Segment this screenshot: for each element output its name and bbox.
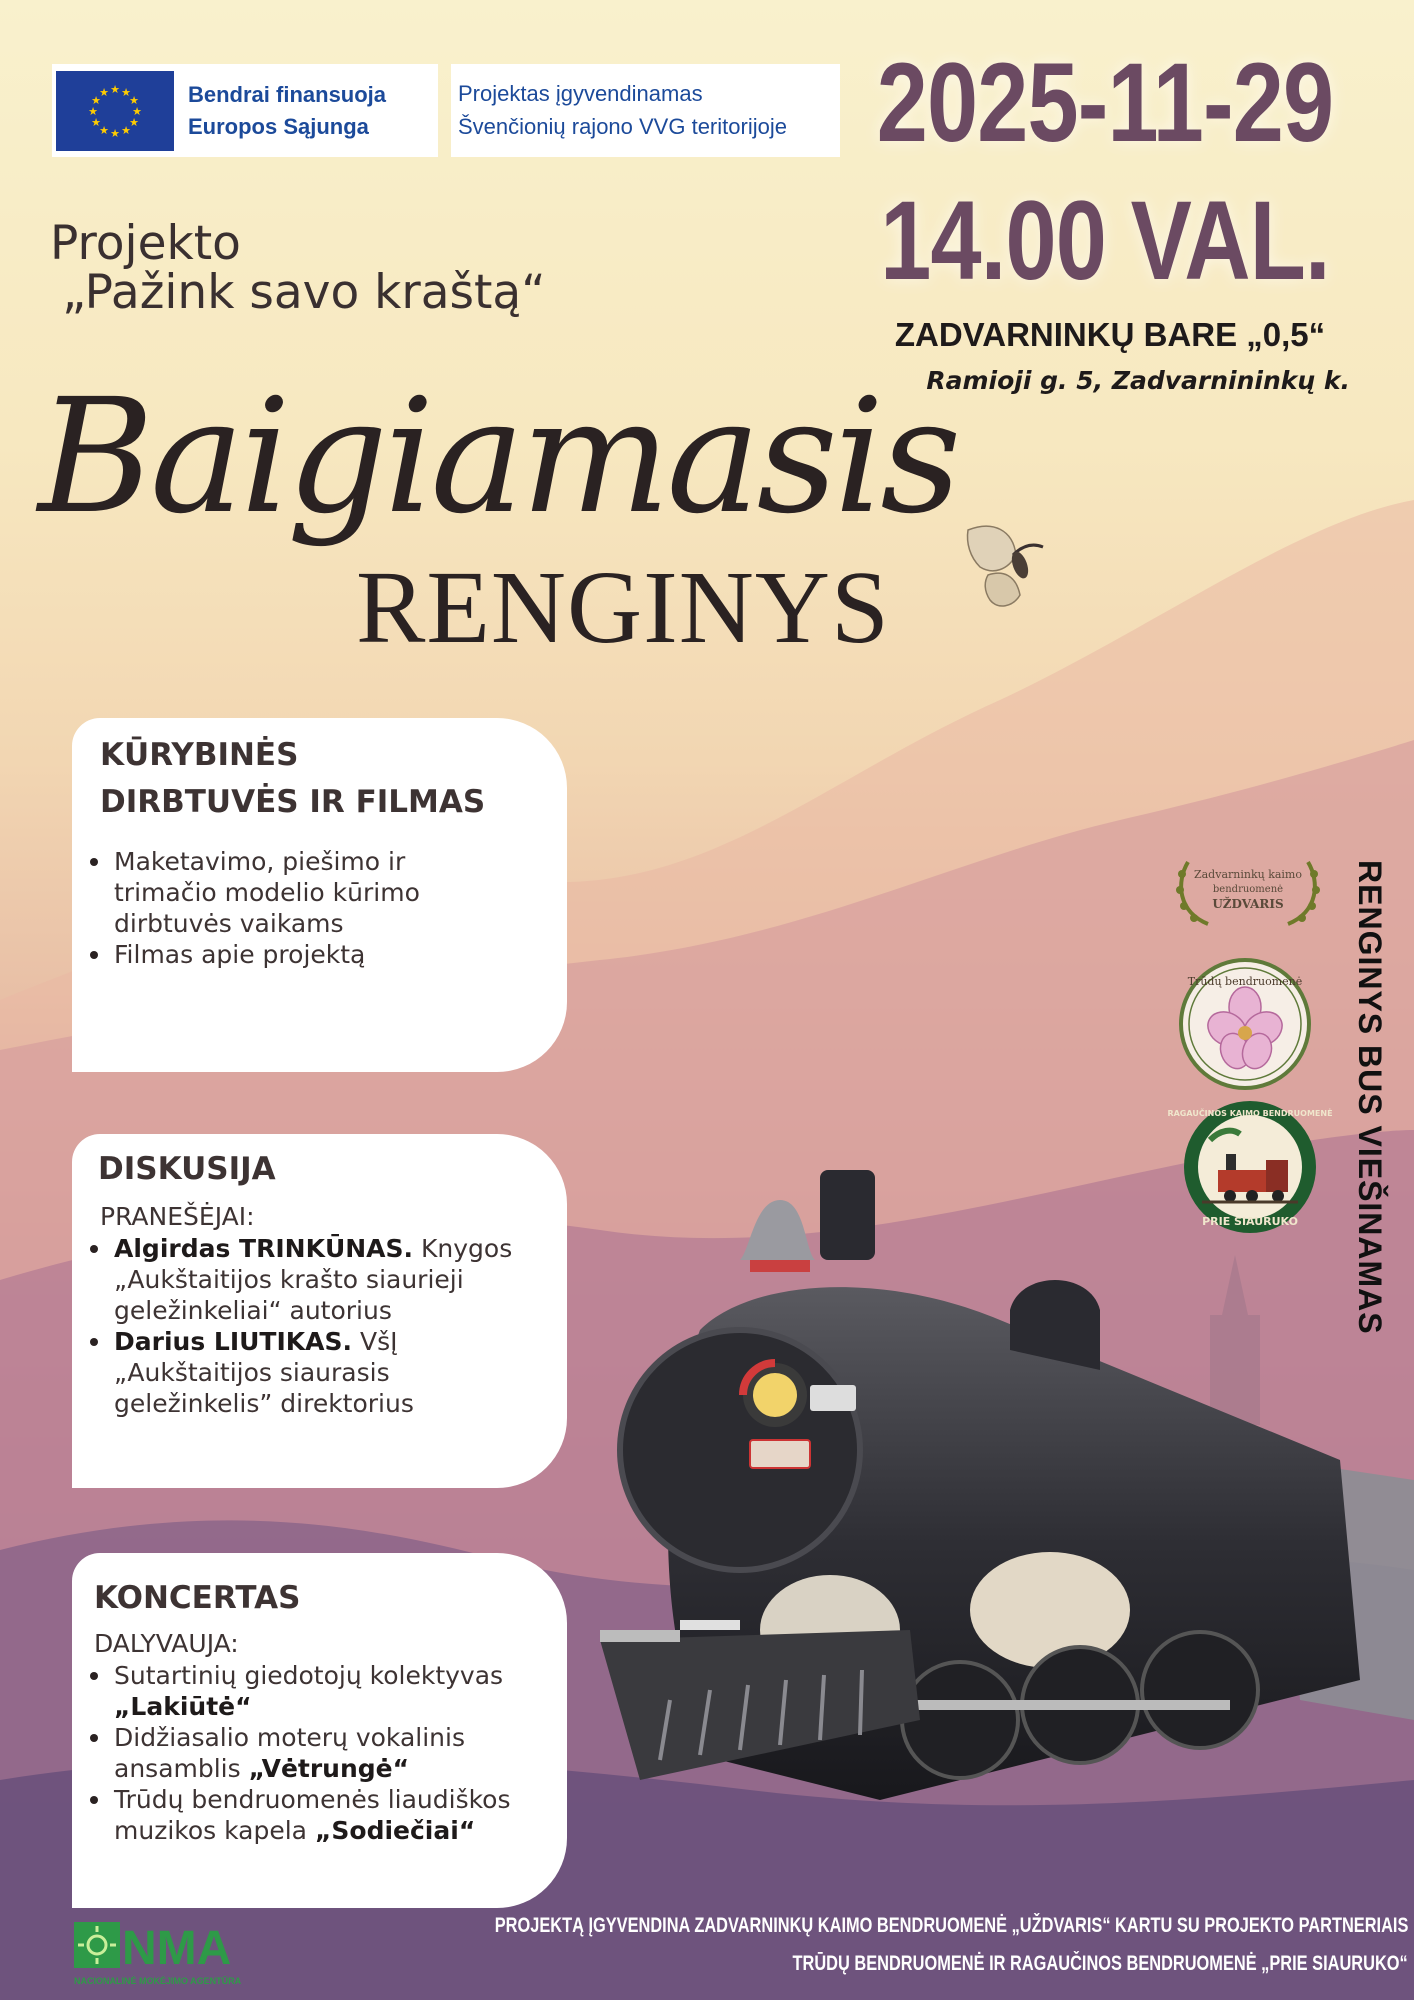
- footer-line2: TRŪDŲ BENDRUOMENĖ IR RAGAUČINOS BENDRUOMENĖ „PRIE SIAURUKO“: [792, 1952, 1408, 1975]
- concert-card: [72, 1553, 567, 1908]
- footer-line1: PROJEKTĄ ĮGYVENDINA ZADVARNINKŲ KAIMO BENDRUOMENĖ „UŽDVARIS“ KARTU SU PROJEKTO PARTNERIAIS: [494, 1914, 1408, 1937]
- eu-line2: Europos Sąjunga: [188, 113, 369, 139]
- ragaucina-community-logo: [1167, 1098, 1333, 1236]
- trudu-name: Trūdų bendruomenė: [1187, 975, 1303, 988]
- project-name: „Pažink savo kraštą“: [62, 265, 546, 320]
- speaker-desc: Knygos „Aukštaitijos krašto siaurieji geležinkeliai“ autorius: [114, 1234, 513, 1325]
- speaker-name: Darius LIUTIKAS.: [114, 1327, 353, 1356]
- svg-text:★: ★: [91, 93, 101, 107]
- speaker-item: [114, 1326, 517, 1419]
- performer-list: [72, 1660, 567, 1846]
- performer-text: Didžiasalio moterų vokalinis ansamblis: [114, 1723, 465, 1783]
- vvg-territory-logo: [451, 64, 840, 157]
- steam-locomotive-illustration: [580, 1160, 1414, 1900]
- workshop-item: Filmas apie projektą: [114, 939, 497, 970]
- venue-address: Ramioji g. 5, Zadvarnininkų k.: [926, 366, 1350, 395]
- uzdvaris-community-logo: [1168, 852, 1328, 934]
- discussion-subtitle: PRANEŠĖJAI:: [100, 1202, 255, 1231]
- workshop-card: [72, 718, 567, 1072]
- concert-subtitle: DALYVAUJA:: [94, 1629, 239, 1658]
- workshop-title-line2: DIRBTUVĖS IR FILMAS: [100, 784, 486, 820]
- project-label: Projekto: [50, 216, 241, 271]
- performer-text: Sutartinių giedotojų kolektyvas: [114, 1661, 504, 1690]
- eu-funding-logo: [52, 64, 438, 157]
- svg-text:★: ★: [121, 85, 131, 99]
- performer-name: „Lakiūtė“: [114, 1692, 252, 1721]
- nma-name: NMA: [122, 1922, 232, 1975]
- ragaucina-top-text: RAGAUČINOS KAIMO BENDRUOMENĖ: [1167, 1109, 1333, 1118]
- eu-funding-text: [188, 79, 386, 143]
- svg-text:★: ★: [129, 115, 139, 129]
- discussion-card: [72, 1134, 567, 1488]
- svg-text:★: ★: [129, 93, 139, 107]
- title-main: RENGINYS: [356, 550, 890, 665]
- svg-text:★: ★: [99, 85, 109, 99]
- svg-text:★: ★: [88, 104, 98, 118]
- nma-full-name: NACIONALINĖ MOKĖJIMO AGENTŪRA: [74, 1976, 242, 1986]
- vertical-publicity-note: [1342, 860, 1402, 1335]
- svg-text:★: ★: [110, 126, 120, 140]
- svg-text:★: ★: [132, 104, 142, 118]
- performer-name: „Vėtrungė“: [248, 1754, 410, 1783]
- title-script: Baigiamasis: [38, 365, 958, 549]
- workshop-list: [72, 846, 567, 970]
- vertical-publicity-text: RENGINYS BUS VIEŠINAMAS: [1352, 860, 1388, 1335]
- performer-item: [114, 1784, 517, 1846]
- eu-flag-icon: [56, 71, 174, 151]
- speaker-name: Algirdas TRINKŪNAS.: [114, 1234, 414, 1263]
- discussion-title: DISKUSIJA: [98, 1151, 276, 1187]
- svg-text:★: ★: [110, 82, 120, 96]
- speaker-item: [114, 1233, 517, 1326]
- event-time: 14.00 VAL.: [880, 178, 1330, 303]
- event-date: 2025-11-29: [876, 40, 1334, 165]
- svg-text:★: ★: [121, 123, 131, 137]
- vvg-line2: Švenčionių rajono VVG teritorijoje: [458, 114, 787, 139]
- workshop-title-line1: KŪRYBINĖS: [100, 737, 299, 773]
- trudu-community-logo: [1175, 955, 1315, 1093]
- venue-name: ZADVARNINKŲ BARE „0,5“: [894, 316, 1326, 353]
- moth-icon: [958, 515, 1058, 615]
- speaker-desc: VšĮ „Aukštaitijos siaurasis geležinkelis” direktorius: [114, 1327, 414, 1418]
- workshop-item: Maketavimo, piešimo ir trimačio modelio kūrimo dirbtuvės vaikams: [114, 846, 497, 939]
- ragaucina-bottom-text: PRIE SIAURUKO: [1202, 1215, 1298, 1228]
- uzdvaris-name: UŽDVARIS: [1212, 897, 1284, 911]
- svg-text:★: ★: [91, 115, 101, 129]
- performer-item: [114, 1722, 517, 1784]
- concert-title: KONCERTAS: [94, 1580, 301, 1616]
- performer-item: [114, 1660, 517, 1722]
- speaker-list: [72, 1233, 567, 1419]
- svg-text:★: ★: [99, 123, 109, 137]
- uzdvaris-line2: bendruomenė: [1212, 884, 1284, 895]
- nma-logo: [74, 1918, 274, 1990]
- uzdvaris-line1: Zadvarninkų kaimo: [1193, 868, 1303, 881]
- eu-line1: Bendrai finansuoja: [188, 81, 387, 107]
- vvg-line1: Projektas įgyvendinamas: [458, 81, 703, 106]
- performer-name: „Sodiečiai“: [314, 1816, 476, 1845]
- performer-text: Trūdų bendruomenės liaudiškos muzikos kapela: [114, 1785, 511, 1845]
